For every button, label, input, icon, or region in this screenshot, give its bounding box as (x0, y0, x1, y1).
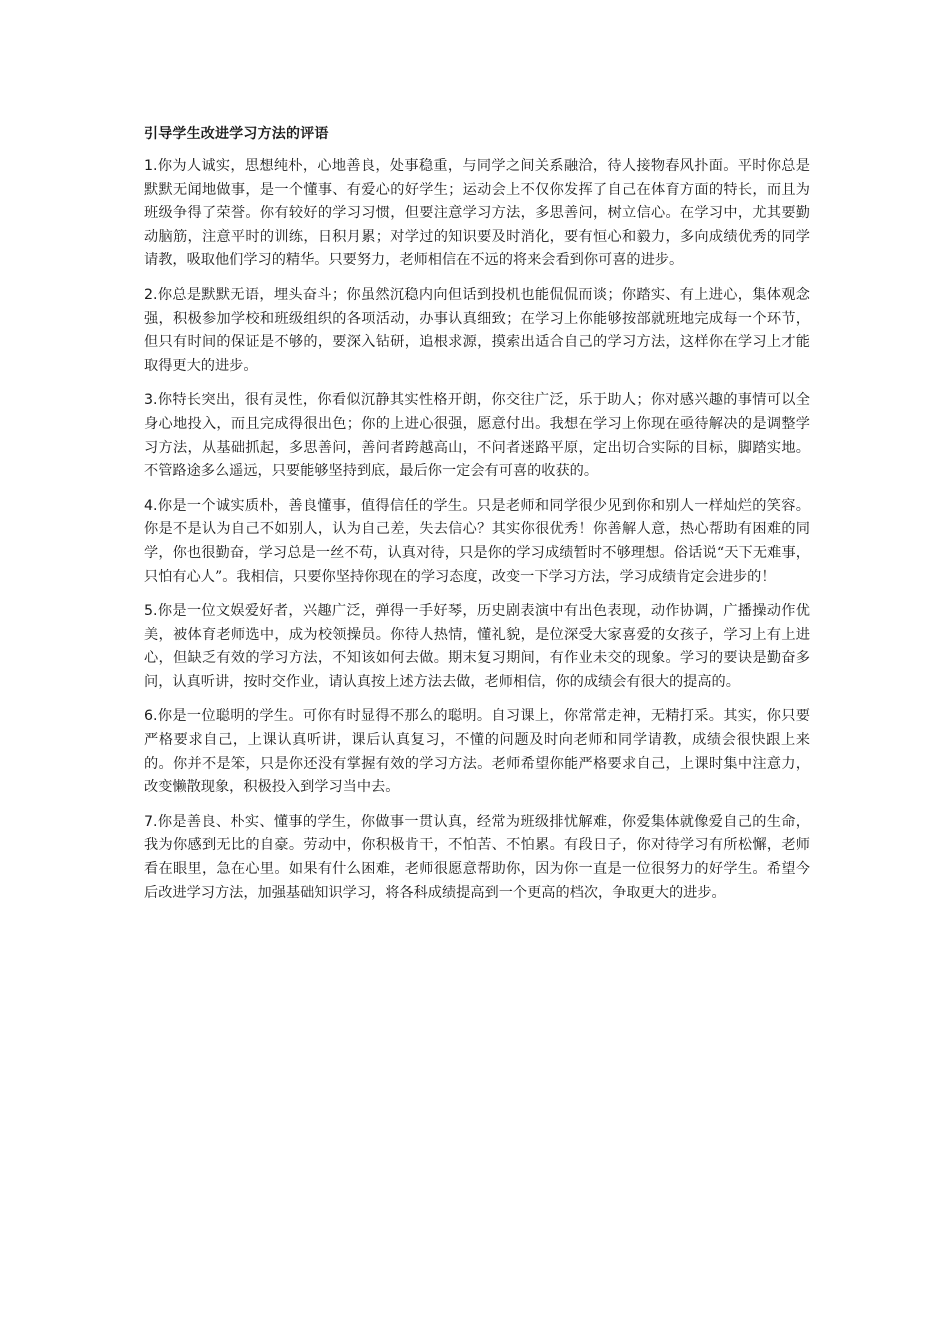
paragraph-text: 你是一位聪明的学生。可你有时显得不那么的聪明。自习课上，你常常走神，无精打采。其实，你只要严格要求自己，上课认真听讲，课后认真复习，不懂的问题及时向老师和同学请教，成绩会很快跟上来的。你并不是笨，只是你还没有掌握有效的学习方法。老师希望你能严格要求自己，上课时集中注意力，改变懒散现象，积极投入到学习当中去。 (144, 708, 810, 796)
paragraph-number: 3. (144, 392, 158, 409)
comment-paragraph (144, 705, 810, 799)
paragraph-number: 5. (144, 603, 158, 620)
comment-paragraph (144, 155, 810, 273)
paragraph-text: 你为人诚实，思想纯朴，心地善良，处事稳重，与同学之间关系融洽，待人接物春风扑面。平时你总是默默无闻地做事，是一个懂事、有爱心的好学生；运动会上不仅你发挥了自己在体育方面的特长，而且为班级争得了荣誉。你有较好的学习习惯，但要注意学习方法，多思善问，树立信心。在学习中，尤其要勤动脑筋，注意平时的训练，日积月累；对学过的知识要及时消化，要有恒心和毅力，多向成绩优秀的同学请教，吸取他们学习的精华。只要努力，老师相信在不远的将来会看到你可喜的进步。 (144, 158, 810, 269)
comment-paragraph (144, 284, 810, 378)
paragraph-text: 你是一位文娱爱好者，兴趣广泛，弹得一手好琴，历史剧表演中有出色表现，动作协调，广播操动作优美，被体育老师选中，成为校领操员。你待人热情，懂礼貌，是位深受大家喜爱的女孩子，学习上有上进心，但缺乏有效的学习方法，不知该如何去做。期末复习期间，有作业未交的现象。学习的要诀是勤奋多问，认真听讲，按时交作业，请认真按上述方法去做，老师相信，你的成绩会有很大的提高的。 (144, 603, 810, 690)
paragraph-number: 7. (144, 813, 158, 830)
paragraph-number: 2. (144, 286, 158, 303)
document-title: 引导学生改进学习方法的评语 (144, 126, 329, 142)
paragraph-text: 你总是默默无语，埋头奋斗；你虽然沉稳内向但话到投机也能侃侃而谈；你踏实、有上进心，集体观念强，积极参加学校和班级组织的各项活动，办事认真细致；在学习上你能够按部就班地完成每一个环节，但只有时间的保证是不够的，要深入钻研，追根求源，摸索出适合自己的学习方法，这样你在学习上才能取得更大的进步。 (144, 286, 810, 374)
comment-paragraph (144, 389, 810, 483)
paragraph-number: 4. (144, 497, 158, 514)
paragraph-number: 1. (144, 158, 158, 174)
paragraph-text: 你特长突出，很有灵性，你看似沉静其实性格开朗，你交往广泛，乐于助人；你对感兴趣的事情可以全身心地投入，而且完成得很出色；你的上进心很强，愿意付出。我想在学习上你现在亟待解决的是调整学习方法，从基础抓起，多思善问，善问者跨越高山，不问者迷路平原，定出切合实际的目标，脚踏实地。不管路途多么遥远，只要能够坚持到底，最后你一定会有可喜的收获的。 (144, 392, 810, 480)
paragraph-text: 你是一个诚实质朴，善良懂事，值得信任的学生。只是老师和同学很少见到你和别人一样灿烂的笑容。你是不是认为自己不如别人，认为自己差，失去信心？其实你很优秀！你善解人意，热心帮助有困难的同学，你也很勤奋，学习总是一丝不苟，认真对待，只是你的学习成绩暂时不够理想。俗话说“天下无难事，只怕有心人”。我相信，只要你坚持你现在的学习态度，改变一下学习方法，学习成绩肯定会进步的！ (144, 497, 810, 585)
paragraph-text: 你是善良、朴实、懂事的学生，你做事一贯认真，经常为班级排忧解难，你爱集体就像爱自己的生命，我为你感到无比的自豪。劳动中，你积极肯干，不怕苦、不怕累。有段日子，你对待学习有所松懈，老师看在眼里，急在心里。如果有什么困难，老师很愿意帮助你，因为你一直是一位很努力的好学生。希望今后改进学习方法，加强基础知识学习，将各科成绩提高到一个更高的档次，争取更大的进步。 (144, 813, 810, 901)
paragraph-number: 6. (144, 708, 158, 725)
comment-paragraph (144, 811, 810, 905)
comment-paragraph (144, 495, 810, 589)
comment-paragraph (144, 600, 810, 694)
document-page (144, 124, 810, 916)
